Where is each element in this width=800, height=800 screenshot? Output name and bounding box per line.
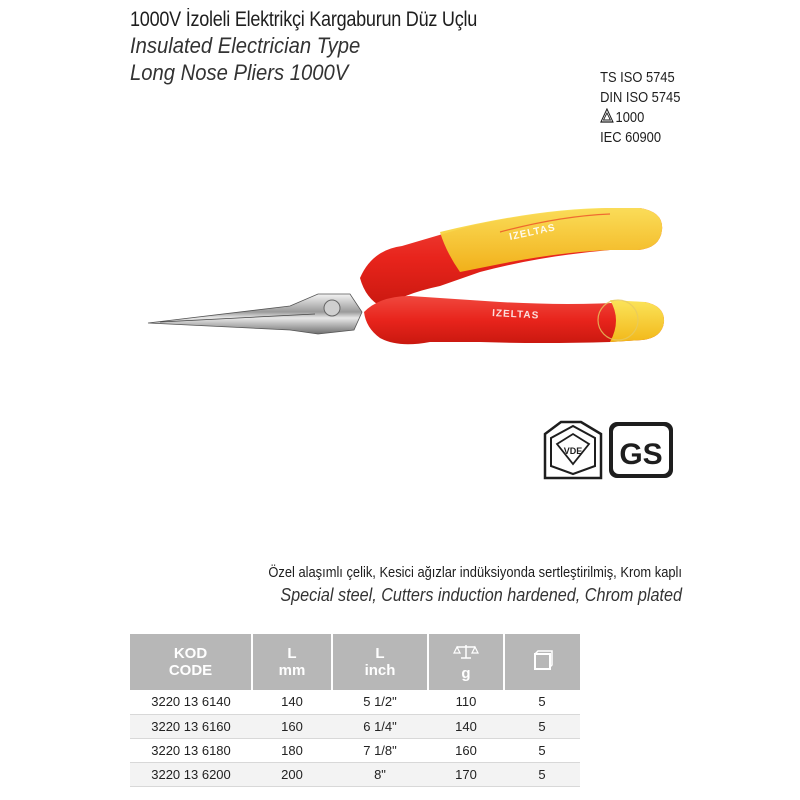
table-row — [130, 714, 580, 738]
standards-list — [600, 68, 680, 148]
cell-mm: 140 — [252, 690, 332, 714]
cell-weight: 110 — [428, 690, 504, 714]
product-description — [201, 562, 682, 606]
header-code: KOD CODE — [130, 634, 252, 690]
pliers-upper-grip-yellow — [440, 208, 662, 272]
gs-letters: GS — [619, 438, 663, 471]
pliers-lower-grip-yellow — [610, 300, 664, 342]
standard-item: IEC 60900 — [599, 129, 661, 146]
pliers-product-image — [140, 190, 680, 380]
cell-code: 3220 13 6160 — [130, 714, 252, 738]
cell-box: 5 — [504, 690, 580, 714]
header-weight: g — [428, 634, 504, 690]
standard-item: DIN ISO 5745 — [599, 89, 680, 106]
cell-inch: 5 1/2" — [332, 690, 428, 714]
cell-box: 5 — [504, 738, 580, 762]
table-row — [130, 738, 580, 762]
standard-item: TS ISO 5745 — [599, 69, 675, 86]
cell-inch: 6 1/4" — [332, 714, 428, 738]
gs-mark-icon — [609, 422, 673, 478]
cell-inch: 8" — [332, 762, 428, 786]
cell-box: 5 — [504, 714, 580, 738]
cell-inch: 7 1/8" — [332, 738, 428, 762]
vde-mark-icon — [545, 422, 601, 478]
cell-mm: 160 — [252, 714, 332, 738]
balance-scale-icon — [453, 643, 479, 661]
cell-mm: 180 — [252, 738, 332, 762]
cell-weight: 160 — [428, 738, 504, 762]
box-icon — [532, 649, 554, 671]
handle-brand-upper: IZELTAS — [508, 222, 557, 243]
description-turkish: Özel alaşımlı çelik, Kesici ağızlar indüksiyonda sertleştirilmiş, Krom kaplı — [268, 564, 682, 581]
description-english: Special steel, Cutters induction hardened, Chrom plated — [280, 585, 682, 605]
header-length-mm: L mm — [252, 634, 332, 690]
cell-box: 5 — [504, 762, 580, 786]
standard-item-voltage — [600, 108, 680, 128]
spec-table — [130, 634, 580, 787]
table-row — [130, 690, 580, 714]
insulation-triangle-icon — [600, 108, 614, 124]
table-row — [130, 762, 580, 786]
voltage-rating: 1000 — [615, 109, 644, 126]
cell-code: 3220 13 6140 — [130, 690, 252, 714]
vde-letters: VDE — [563, 446, 583, 456]
title-english-line1: Insulated Electrician Type — [130, 33, 361, 58]
pliers-rivet — [324, 300, 340, 316]
cell-code: 3220 13 6180 — [130, 738, 252, 762]
table-header-row — [130, 634, 580, 690]
cell-weight: 140 — [428, 714, 504, 738]
header-length-inch: L inch — [332, 634, 428, 690]
title-turkish: 1000V İzoleli Elektrikçi Kargaburun Düz Uçlu — [130, 8, 478, 31]
certification-marks — [541, 420, 677, 482]
cell-mm: 200 — [252, 762, 332, 786]
cell-code: 3220 13 6200 — [130, 762, 252, 786]
cell-weight: 170 — [428, 762, 504, 786]
handle-brand-lower: IZELTAS — [491, 308, 540, 322]
header-box-quantity — [504, 634, 580, 690]
title-english-line2: Long Nose Pliers 1000V — [130, 60, 349, 85]
title-block — [130, 8, 534, 86]
